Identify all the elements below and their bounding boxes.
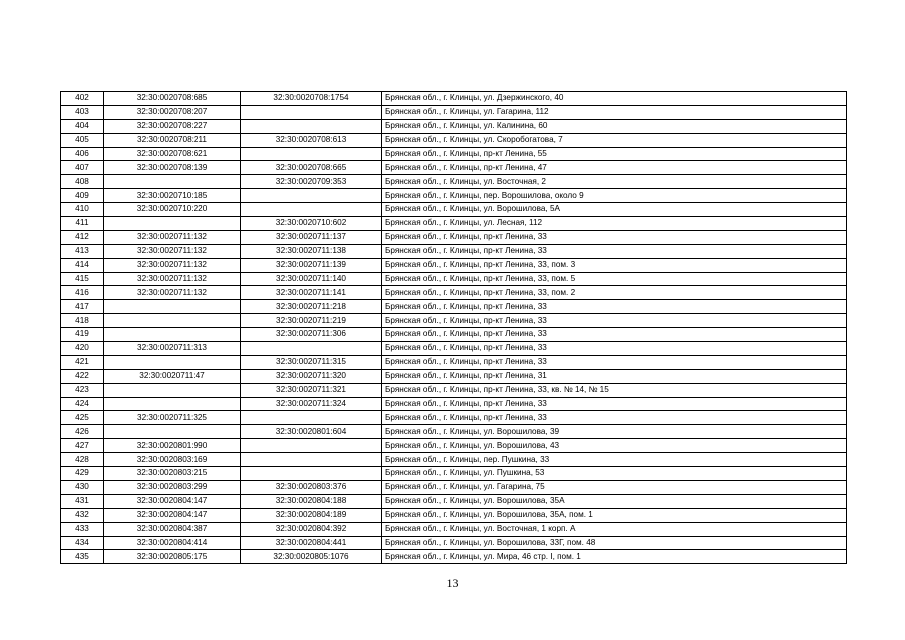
parcel-cadastral-cell	[104, 300, 241, 314]
address-cell: Брянская обл., г. Клинцы, ул. Скоробогатова, 7	[382, 133, 847, 147]
row-number-cell: 417	[61, 300, 104, 314]
row-number-cell: 415	[61, 272, 104, 286]
address-cell: Брянская обл., г. Клинцы, пр-кт Ленина, 33	[382, 355, 847, 369]
parcel-cadastral-cell	[104, 383, 241, 397]
table-row	[61, 342, 847, 356]
address-cell: Брянская обл., г. Клинцы, ул. Ворошилова, 39	[382, 425, 847, 439]
parcel-cadastral-cell: 32:30:0020711:313	[104, 342, 241, 356]
table-row	[61, 494, 847, 508]
parcel-cadastral-cell: 32:30:0020708:621	[104, 147, 241, 161]
table-row	[61, 258, 847, 272]
parcel-cadastral-cell: 32:30:0020801:990	[104, 439, 241, 453]
parcel-cadastral-cell	[104, 314, 241, 328]
table-row	[61, 92, 847, 106]
row-number-cell: 411	[61, 217, 104, 231]
row-number-cell: 406	[61, 147, 104, 161]
table-row	[61, 508, 847, 522]
row-number-cell: 435	[61, 550, 104, 564]
table-row	[61, 147, 847, 161]
parcel-cadastral-cell: 32:30:0020804:387	[104, 522, 241, 536]
address-cell: Брянская обл., г. Клинцы, пр-кт Ленина, 55	[382, 147, 847, 161]
building-cadastral-cell: 32:30:0020711:321	[241, 383, 382, 397]
parcel-cadastral-cell: 32:30:0020711:325	[104, 411, 241, 425]
table-row	[61, 467, 847, 481]
building-cadastral-cell: 32:30:0020711:139	[241, 258, 382, 272]
building-cadastral-cell	[241, 105, 382, 119]
building-cadastral-cell: 32:30:0020708:665	[241, 161, 382, 175]
parcel-cadastral-cell: 32:30:0020711:132	[104, 286, 241, 300]
building-cadastral-cell: 32:30:0020804:392	[241, 522, 382, 536]
building-cadastral-cell: 32:30:0020708:1754	[241, 92, 382, 106]
address-cell: Брянская обл., г. Клинцы, пер. Пушкина, 33	[382, 453, 847, 467]
row-number-cell: 421	[61, 355, 104, 369]
building-cadastral-cell: 32:30:0020709:353	[241, 175, 382, 189]
address-cell: Брянская обл., г. Клинцы, ул. Восточная, 2	[382, 175, 847, 189]
row-number-cell: 409	[61, 189, 104, 203]
building-cadastral-cell: 32:30:0020711:306	[241, 328, 382, 342]
parcel-cadastral-cell: 32:30:0020804:147	[104, 508, 241, 522]
row-number-cell: 410	[61, 203, 104, 217]
address-cell: Брянская обл., г. Клинцы, ул. Ворошилова, 35А, пом. 1	[382, 508, 847, 522]
table-row	[61, 175, 847, 189]
table-row	[61, 272, 847, 286]
address-cell: Брянская обл., г. Клинцы, ул. Гагарина, 112	[382, 105, 847, 119]
building-cadastral-cell: 32:30:0020711:324	[241, 397, 382, 411]
address-cell: Брянская обл., г. Клинцы, ул. Дзержинского, 40	[382, 92, 847, 106]
address-cell: Брянская обл., г. Клинцы, пр-кт Ленина, 33	[382, 244, 847, 258]
address-cell: Брянская обл., г. Клинцы, пр-кт Ленина, 33	[382, 397, 847, 411]
address-cell: Брянская обл., г. Клинцы, пр-кт Ленина, 33	[382, 314, 847, 328]
parcel-cadastral-cell: 32:30:0020711:132	[104, 230, 241, 244]
address-cell: Брянская обл., г. Клинцы, ул. Пушкина, 53	[382, 467, 847, 481]
address-cell: Брянская обл., г. Клинцы, пр-кт Ленина, 33, пом. 2	[382, 286, 847, 300]
table-row	[61, 286, 847, 300]
table-row	[61, 203, 847, 217]
parcel-cadastral-cell: 32:30:0020804:414	[104, 536, 241, 550]
parcel-cadastral-cell: 32:30:0020804:147	[104, 494, 241, 508]
parcel-cadastral-cell: 32:30:0020710:185	[104, 189, 241, 203]
address-cell: Брянская обл., г. Клинцы, ул. Ворошилова, 33Г, пом. 48	[382, 536, 847, 550]
parcel-cadastral-cell	[104, 328, 241, 342]
row-number-cell: 424	[61, 397, 104, 411]
parcel-cadastral-cell: 32:30:0020711:132	[104, 272, 241, 286]
row-number-cell: 413	[61, 244, 104, 258]
building-cadastral-cell: 32:30:0020804:188	[241, 494, 382, 508]
table-row	[61, 355, 847, 369]
row-number-cell: 434	[61, 536, 104, 550]
table-row	[61, 314, 847, 328]
building-cadastral-cell: 32:30:0020711:140	[241, 272, 382, 286]
address-cell: Брянская обл., г. Клинцы, ул. Ворошилова, 5А	[382, 203, 847, 217]
row-number-cell: 430	[61, 480, 104, 494]
table-row	[61, 439, 847, 453]
table-row	[61, 425, 847, 439]
row-number-cell: 420	[61, 342, 104, 356]
row-number-cell: 419	[61, 328, 104, 342]
table-row	[61, 189, 847, 203]
address-cell: Брянская обл., г. Клинцы, ул. Ворошилова, 35А	[382, 494, 847, 508]
address-cell: Брянская обл., г. Клинцы, ул. Восточная, 1 корп. А	[382, 522, 847, 536]
row-number-cell: 412	[61, 230, 104, 244]
registry-table-body	[61, 92, 847, 564]
row-number-cell: 426	[61, 425, 104, 439]
building-cadastral-cell: 32:30:0020711:138	[241, 244, 382, 258]
building-cadastral-cell	[241, 453, 382, 467]
parcel-cadastral-cell: 32:30:0020805:175	[104, 550, 241, 564]
table-row	[61, 161, 847, 175]
row-number-cell: 432	[61, 508, 104, 522]
building-cadastral-cell: 32:30:0020803:376	[241, 480, 382, 494]
row-number-cell: 429	[61, 467, 104, 481]
row-number-cell: 418	[61, 314, 104, 328]
table-row	[61, 244, 847, 258]
table-row	[61, 300, 847, 314]
row-number-cell: 404	[61, 119, 104, 133]
row-number-cell: 416	[61, 286, 104, 300]
building-cadastral-cell	[241, 342, 382, 356]
parcel-cadastral-cell: 32:30:0020711:47	[104, 369, 241, 383]
row-number-cell: 428	[61, 453, 104, 467]
parcel-cadastral-cell	[104, 425, 241, 439]
table-row	[61, 105, 847, 119]
address-cell: Брянская обл., г. Клинцы, пер. Ворошилова, около 9	[382, 189, 847, 203]
row-number-cell: 405	[61, 133, 104, 147]
building-cadastral-cell	[241, 411, 382, 425]
row-number-cell: 407	[61, 161, 104, 175]
table-row	[61, 536, 847, 550]
row-number-cell: 403	[61, 105, 104, 119]
address-cell: Брянская обл., г. Клинцы, пр-кт Ленина, 33, пом. 5	[382, 272, 847, 286]
parcel-cadastral-cell: 32:30:0020708:685	[104, 92, 241, 106]
address-cell: Брянская обл., г. Клинцы, пр-кт Ленина, 33	[382, 411, 847, 425]
address-cell: Брянская обл., г. Клинцы, пр-кт Ленина, 33, пом. 3	[382, 258, 847, 272]
building-cadastral-cell: 32:30:0020708:613	[241, 133, 382, 147]
table-row	[61, 550, 847, 564]
parcel-cadastral-cell: 32:30:0020708:227	[104, 119, 241, 133]
row-number-cell: 408	[61, 175, 104, 189]
address-cell: Брянская обл., г. Клинцы, пр-кт Ленина, 33, кв. № 14, № 15	[382, 383, 847, 397]
building-cadastral-cell: 32:30:0020711:320	[241, 369, 382, 383]
row-number-cell: 427	[61, 439, 104, 453]
address-cell: Брянская обл., г. Клинцы, пр-кт Ленина, 47	[382, 161, 847, 175]
building-cadastral-cell: 32:30:0020711:219	[241, 314, 382, 328]
address-cell: Брянская обл., г. Клинцы, пр-кт Ленина, 33	[382, 342, 847, 356]
table-row	[61, 119, 847, 133]
parcel-cadastral-cell: 32:30:0020711:132	[104, 258, 241, 272]
row-number-cell: 414	[61, 258, 104, 272]
building-cadastral-cell	[241, 467, 382, 481]
row-number-cell: 402	[61, 92, 104, 106]
parcel-cadastral-cell	[104, 217, 241, 231]
row-number-cell: 425	[61, 411, 104, 425]
address-cell: Брянская обл., г. Клинцы, пр-кт Ленина, 33	[382, 230, 847, 244]
building-cadastral-cell: 32:30:0020711:218	[241, 300, 382, 314]
parcel-cadastral-cell: 32:30:0020711:132	[104, 244, 241, 258]
building-cadastral-cell: 32:30:0020801:604	[241, 425, 382, 439]
building-cadastral-cell	[241, 439, 382, 453]
table-row	[61, 453, 847, 467]
table-row	[61, 369, 847, 383]
row-number-cell: 431	[61, 494, 104, 508]
table-row	[61, 133, 847, 147]
parcel-cadastral-cell: 32:30:0020803:299	[104, 480, 241, 494]
row-number-cell: 423	[61, 383, 104, 397]
address-cell: Брянская обл., г. Клинцы, ул. Гагарина, 75	[382, 480, 847, 494]
parcel-cadastral-cell: 32:30:0020803:169	[104, 453, 241, 467]
parcel-cadastral-cell: 32:30:0020708:207	[104, 105, 241, 119]
address-cell: Брянская обл., г. Клинцы, ул. Калинина, 60	[382, 119, 847, 133]
parcel-cadastral-cell	[104, 397, 241, 411]
building-cadastral-cell: 32:30:0020804:441	[241, 536, 382, 550]
table-row	[61, 397, 847, 411]
building-cadastral-cell	[241, 189, 382, 203]
table-row	[61, 411, 847, 425]
building-cadastral-cell: 32:30:0020710:602	[241, 217, 382, 231]
parcel-cadastral-cell	[104, 175, 241, 189]
parcel-cadastral-cell: 32:30:0020708:139	[104, 161, 241, 175]
building-cadastral-cell: 32:30:0020805:1076	[241, 550, 382, 564]
table-row	[61, 480, 847, 494]
registry-table	[60, 91, 847, 564]
table-row	[61, 383, 847, 397]
page-number: 13	[446, 576, 459, 590]
building-cadastral-cell	[241, 147, 382, 161]
parcel-cadastral-cell: 32:30:0020803:215	[104, 467, 241, 481]
address-cell: Брянская обл., г. Клинцы, пр-кт Ленина, 33	[382, 328, 847, 342]
table-row	[61, 522, 847, 536]
parcel-cadastral-cell	[104, 355, 241, 369]
row-number-cell: 433	[61, 522, 104, 536]
table-row	[61, 230, 847, 244]
row-number-cell: 422	[61, 369, 104, 383]
building-cadastral-cell: 32:30:0020711:315	[241, 355, 382, 369]
table-row	[61, 217, 847, 231]
parcel-cadastral-cell: 32:30:0020710:220	[104, 203, 241, 217]
address-cell: Брянская обл., г. Клинцы, ул. Ворошилова, 43	[382, 439, 847, 453]
building-cadastral-cell: 32:30:0020711:141	[241, 286, 382, 300]
building-cadastral-cell: 32:30:0020711:137	[241, 230, 382, 244]
address-cell: Брянская обл., г. Клинцы, ул. Лесная, 112	[382, 217, 847, 231]
table-row	[61, 328, 847, 342]
address-cell: Брянская обл., г. Клинцы, пр-кт Ленина, 31	[382, 369, 847, 383]
address-cell: Брянская обл., г. Клинцы, пр-кт Ленина, 33	[382, 300, 847, 314]
parcel-cadastral-cell: 32:30:0020708:211	[104, 133, 241, 147]
building-cadastral-cell: 32:30:0020804:189	[241, 508, 382, 522]
building-cadastral-cell	[241, 203, 382, 217]
building-cadastral-cell	[241, 119, 382, 133]
address-cell: Брянская обл., г. Клинцы, ул. Мира, 46 стр. I, пом. 1	[382, 550, 847, 564]
